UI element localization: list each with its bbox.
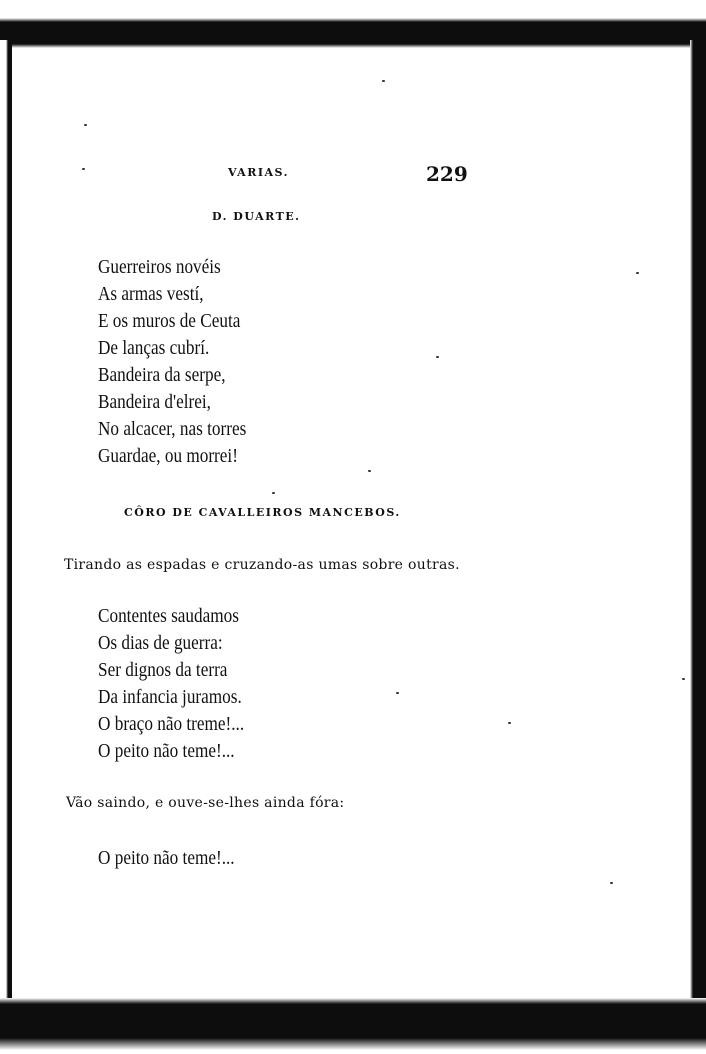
verse-stanza-3 — [98, 845, 257, 872]
speaker-coro: CÔRO DE CAVALLEIROS MANCEBOS. — [124, 506, 401, 519]
scan-border-top — [0, 0, 706, 48]
verse-line: De lanças cubrí. — [98, 337, 210, 359]
verse-line: Guardae, ou morrei! — [98, 445, 238, 467]
scan-border-left — [0, 40, 12, 1000]
scan-border-bottom — [0, 998, 706, 1054]
verse-line: Da infancia juramos. — [98, 686, 242, 708]
verse-line: O peito não teme!... — [98, 847, 235, 869]
verse-stanza-1 — [98, 254, 270, 470]
verse-line: No alcacer, nas torres — [98, 418, 247, 440]
verse-line: Contentes saudamos — [98, 605, 239, 627]
running-head: VARIAS. — [228, 166, 289, 179]
verse-line: Ser dignos da terra — [98, 659, 228, 681]
verse-line: O braço não treme!... — [98, 713, 245, 735]
speaker-d-duarte: D. DUARTE. — [212, 210, 301, 223]
stage-direction-1: Tirando as espadas e cruzando-as umas sobre outras. — [64, 557, 460, 573]
stage-direction-2: Vão saindo, e ouve-se-lhes ainda fóra: — [66, 795, 345, 811]
verse-line: Bandeira d'elrei, — [98, 391, 211, 413]
verse-line: O peito não teme!... — [98, 740, 235, 762]
verse-stanza-2 — [98, 603, 268, 765]
verse-line: Guerreiros novéis — [98, 256, 221, 278]
verse-line: As armas vestí, — [98, 283, 204, 305]
scan-border-right — [690, 40, 706, 1020]
page-number: 229 — [426, 162, 468, 186]
verse-line: E os muros de Ceuta — [98, 310, 241, 332]
verse-line: Bandeira da serpe, — [98, 364, 226, 386]
verse-line: Os dias de guerra: — [98, 632, 223, 654]
